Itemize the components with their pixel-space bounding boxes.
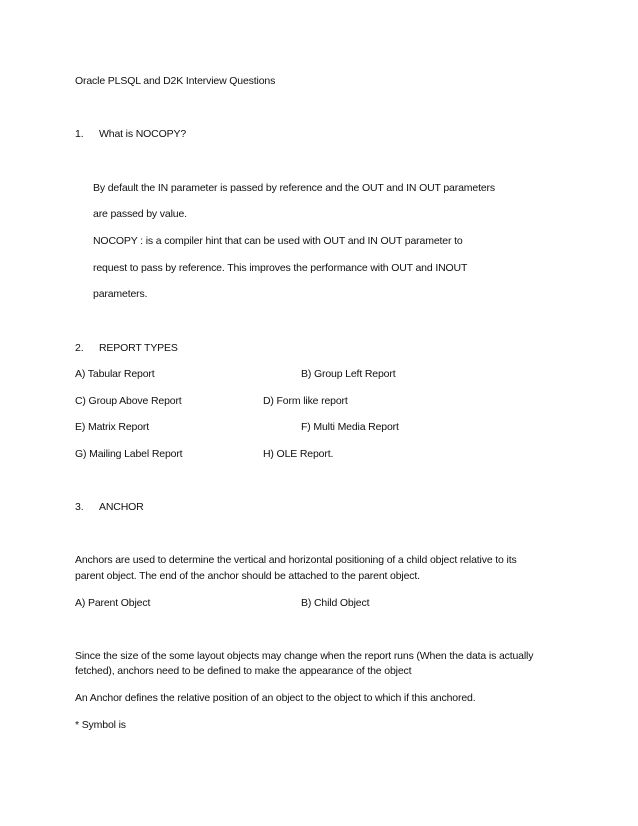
report-type-item: F) Multi Media Report <box>301 421 399 433</box>
q1-line: NOCOPY : is a compiler hint that can be used with OUT and IN OUT parameter to <box>93 235 463 247</box>
q3-paragraph-line: Anchors are used to determine the vertical and horizontal positioning of a child object relative to its <box>75 554 517 566</box>
document-title: Oracle PLSQL and D2K Interview Questions <box>75 75 276 87</box>
report-type-item: C) Group Above Report <box>75 395 182 407</box>
q2-heading: REPORT TYPES <box>99 342 178 354</box>
q3-heading: ANCHOR <box>99 501 144 513</box>
q1-line: parameters. <box>93 288 148 300</box>
q1-number: 1. <box>75 128 84 140</box>
q3-paragraph-line: parent object. The end of the anchor should be attached to the parent object. <box>75 570 420 582</box>
report-type-item: H) OLE Report. <box>263 448 334 460</box>
anchor-object-item: A) Parent Object <box>75 597 151 609</box>
anchor-object-item: B) Child Object <box>301 597 370 609</box>
q3-paragraph-line: fetched), anchors need to be defined to make the appearance of the object <box>75 665 412 677</box>
q3-number: 3. <box>75 501 84 513</box>
report-type-item: D) Form like report <box>263 395 348 407</box>
report-type-item: G) Mailing Label Report <box>75 448 183 460</box>
q1-line: are passed by value. <box>93 208 187 220</box>
report-type-item: B) Group Left Report <box>301 368 396 380</box>
report-type-item: A) Tabular Report <box>75 368 155 380</box>
q2-number: 2. <box>75 342 84 354</box>
q3-paragraph-line: Since the size of the some layout objects may change when the report runs (When the data is actually <box>75 650 534 662</box>
q1-line: request to pass by reference. This improves the performance with OUT and INOUT <box>93 262 468 274</box>
q3-paragraph-line: An Anchor defines the relative position of an object to the object to which if this anchored. <box>75 692 476 704</box>
q3-paragraph-line: * Symbol is <box>75 719 126 731</box>
q1-line: By default the IN parameter is passed by reference and the OUT and IN OUT parameters <box>93 182 495 194</box>
report-type-item: E) Matrix Report <box>75 421 150 433</box>
q1-heading: What is NOCOPY? <box>99 128 187 140</box>
